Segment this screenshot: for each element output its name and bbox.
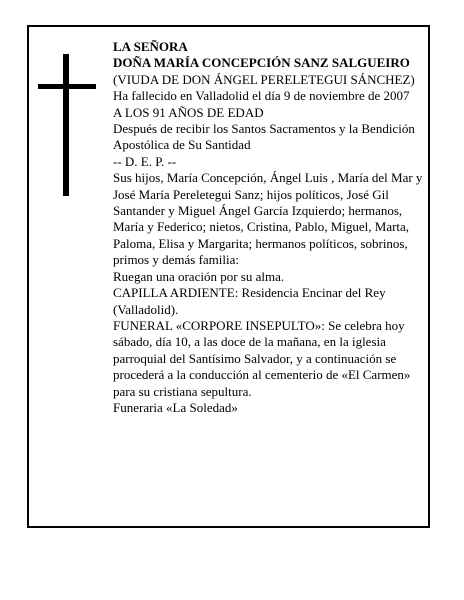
widow-of-line: (VIUDA DE DON ÁNGEL PERELETEGUI SÁNCHEZ) <box>113 71 415 87</box>
death-date-line: Ha fallecido en Valladolid el día 9 de noviembre de 2007 <box>113 88 410 104</box>
funeral-paragraph: FUNERAL «CORPORE INSEPULTO»: Se celebra hoy sábado, día 10, a las doce de la mañana, en la iglesia parroquial del Santísimo Salvador, y a continuación se procederá a la conducción al cementerio de «El Carmen» para su cristiana sepultura. <box>113 317 411 399</box>
deceased-name: DOÑA MARÍA CONCEPCIÓN SANZ SALGUEIRO <box>113 55 410 71</box>
funeral-home-line: Funeraria «La Soledad» <box>113 399 238 415</box>
chapel-line: CAPILLA ARDIENTE: Residencia Encinar del Rey (Valladolid). <box>113 285 386 317</box>
cross-icon <box>38 54 96 196</box>
age-line: A LOS 91 AÑOS DE EDAD <box>113 104 264 120</box>
cross-horizontal-bar <box>38 84 96 89</box>
rip-line: -- D. E. P. -- <box>113 153 177 169</box>
obituary-text <box>113 39 429 416</box>
sacraments-line: Después de recibir los Santos Sacramentos y la Bendición Apostólica de Su Santidad <box>113 121 415 153</box>
cross-vertical-bar <box>63 54 69 196</box>
family-paragraph: Sus hijos, María Concepción, Ángel Luis , María del Mar y José María Pereletegui Sanz; hijos políticos, José Gil Santander y Miguel Ángel García Izquierdo; hermanos, María y Federico; nietos, Cristina, Pablo, Miguel, Marta, Paloma, Elisa y Margarita; hermanos políticos, sobrinos, primos y demás familia: <box>113 170 423 268</box>
notice-title: LA SEÑORA <box>113 39 188 54</box>
prayer-line: Ruegan una oración por su alma. <box>113 268 285 284</box>
